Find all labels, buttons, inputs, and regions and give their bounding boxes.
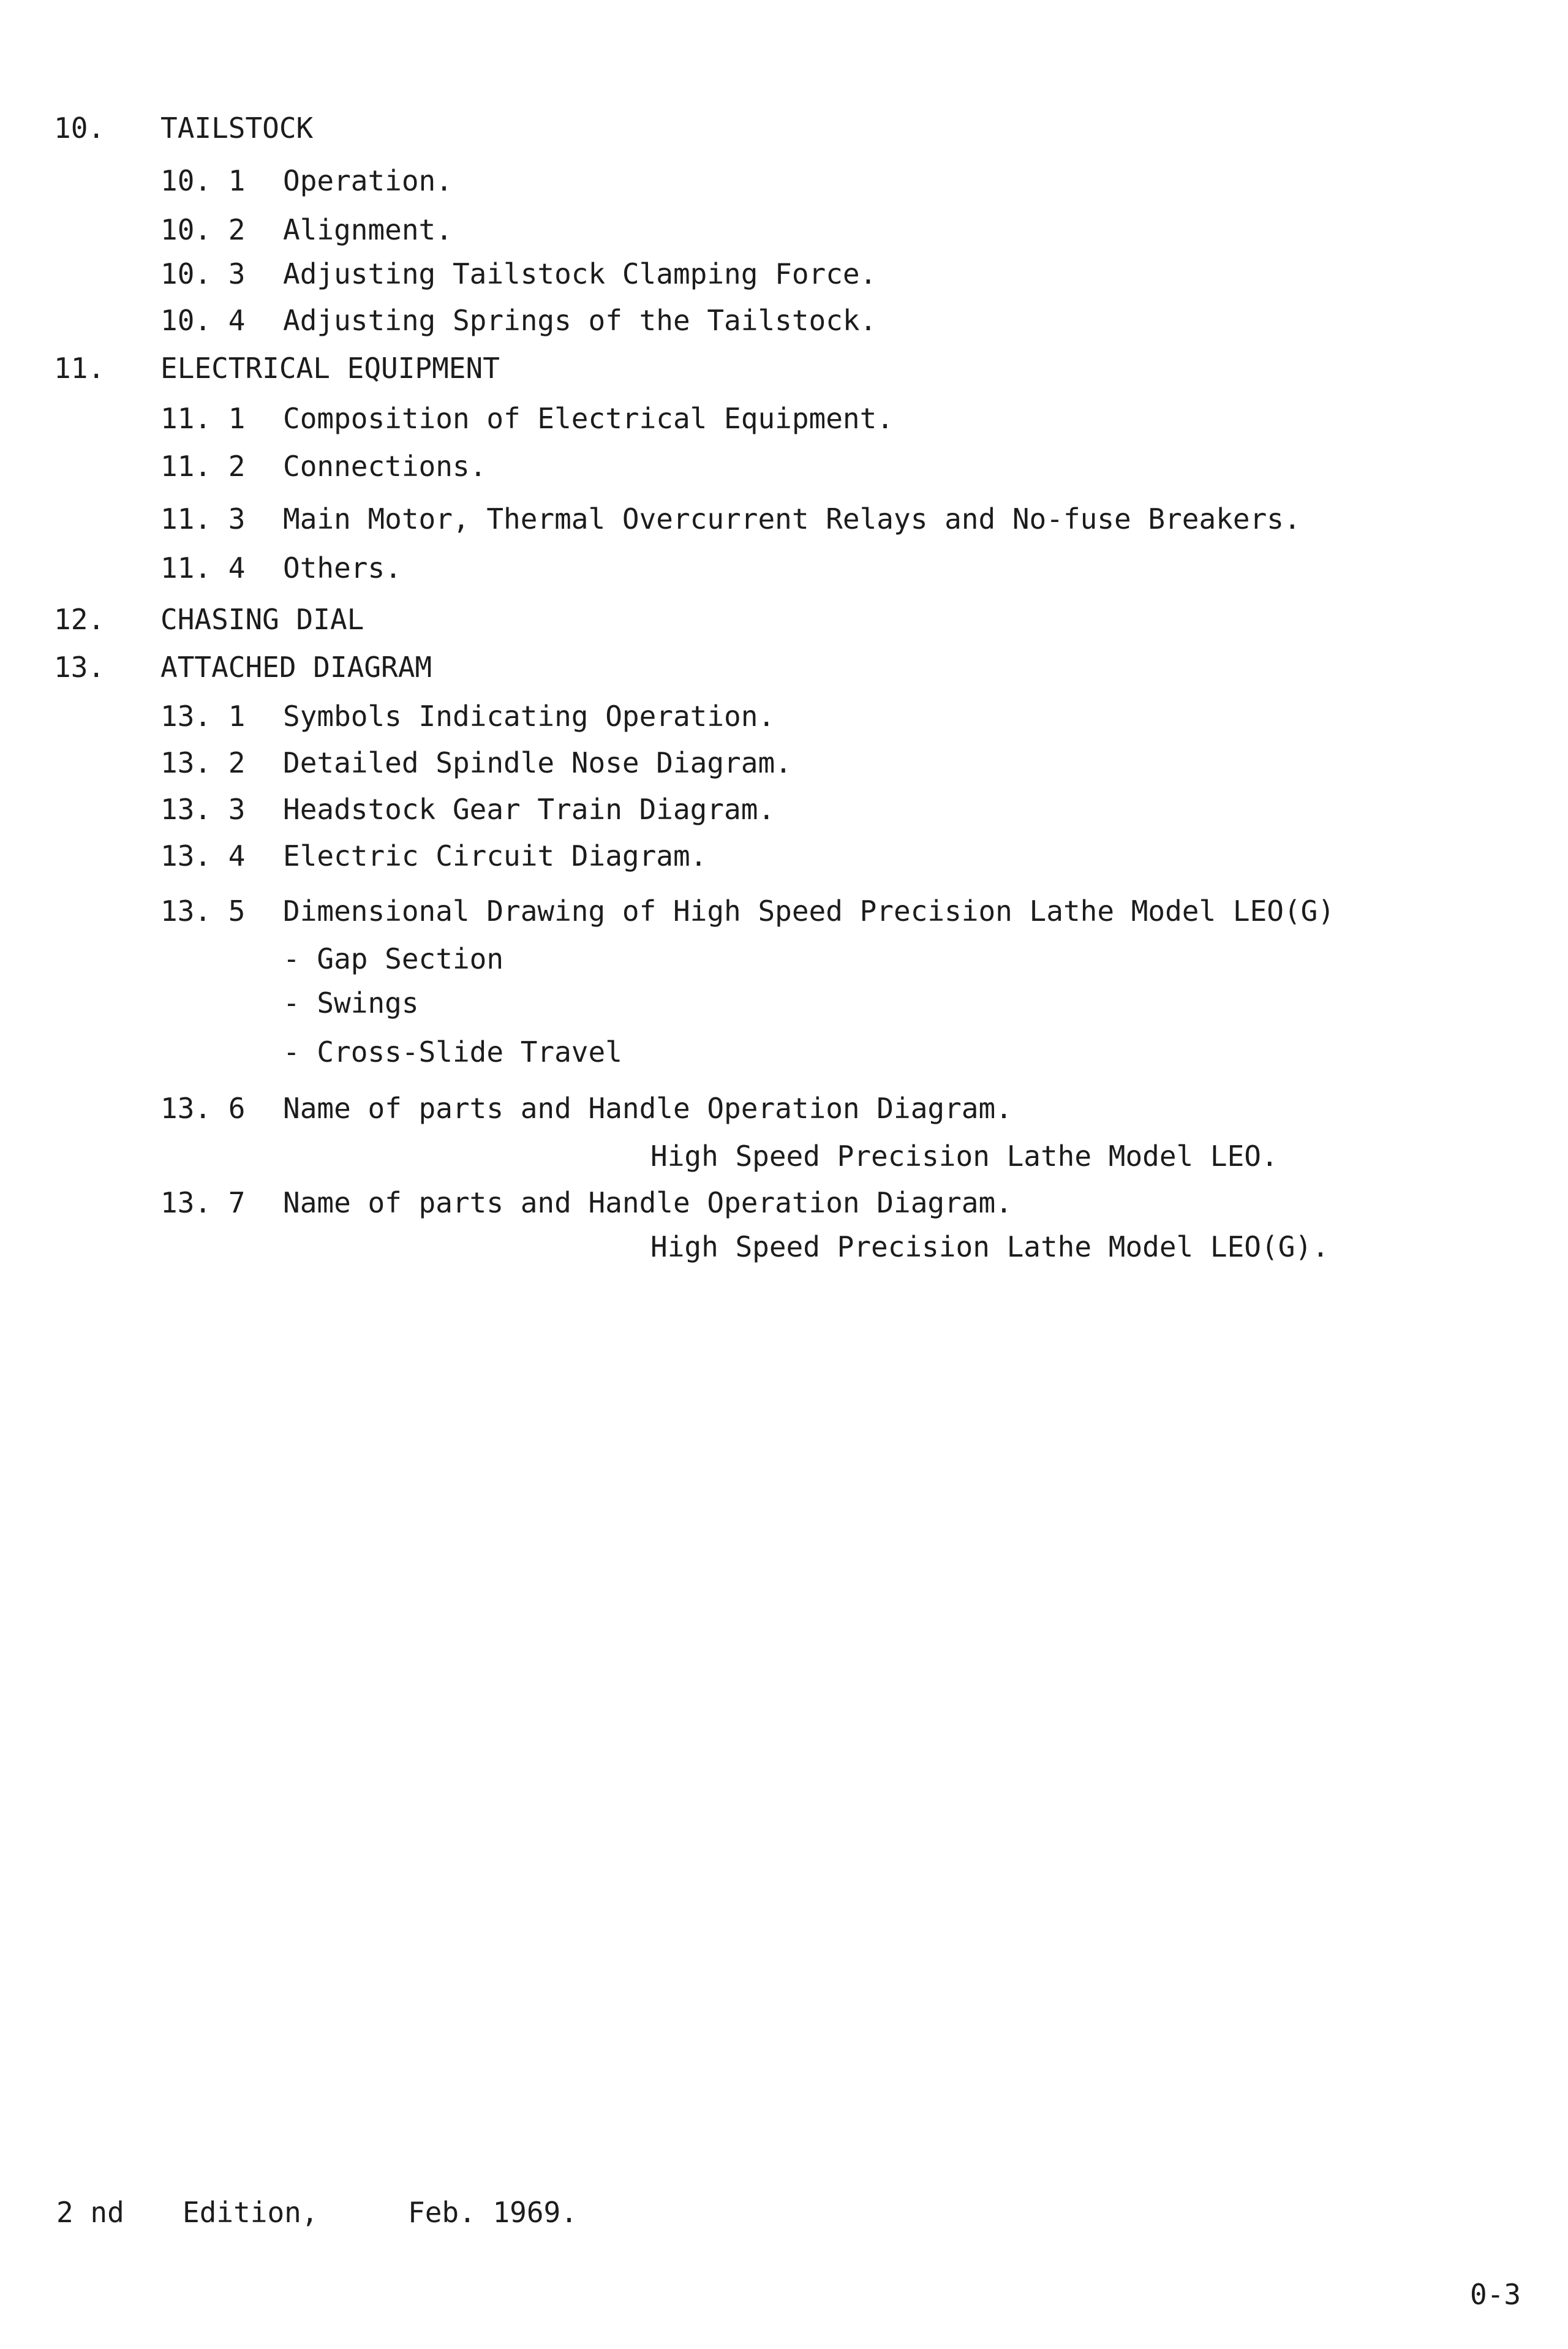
item-title: Adjusting Tailstock Clamping Force. [283,257,877,290]
item-number: 10. 3 [160,257,246,290]
item-number: 13. 2 [160,746,246,779]
section-title: TAILSTOCK [160,112,314,145]
edition-ordinal: 2 nd [56,2196,124,2229]
item-number: 13. 4 [160,839,246,872]
page-number: 0-3 [1470,2278,1521,2311]
item-number: 13. 6 [160,1092,246,1125]
item-title: Dimensional Drawing of High Speed Precision Lathe Model LEO(G) [283,895,1335,928]
item-number: 13. 1 [160,700,246,733]
item-number: 13. 5 [160,895,246,928]
item-title: Headstock Gear Train Diagram. [283,793,775,826]
item-title: Electric Circuit Diagram. [283,839,707,872]
item-number: 13. 3 [160,793,246,826]
section-number: 11. [54,352,105,385]
item-number: 11. 2 [160,450,246,483]
item-title: Composition of Electrical Equipment. [283,402,894,435]
item-title: Main Motor, Thermal Overcurrent Relays and No-fuse Breakers. [283,502,1301,535]
section-number: 12. [54,603,105,636]
item-title: Detailed Spindle Nose Diagram. [283,746,792,779]
item-title: Connections. [283,450,487,483]
section-title: ATTACHED DIAGRAM [160,651,432,684]
item-title: Operation. [283,164,453,197]
item-title: Symbols Indicating Operation. [283,700,775,733]
item-title: Name of parts and Handle Operation Diagram. [283,1092,1012,1125]
item-number: 10. 2 [160,213,246,246]
item-title: Name of parts and Handle Operation Diagram. [283,1186,1012,1219]
item-continuation: High Speed Precision Lathe Model LEO(G). [650,1230,1329,1263]
sub-item: - Gap Section [283,942,504,975]
section-title: CHASING DIAL [160,603,364,636]
edition-label: Edition, [183,2196,318,2229]
sub-item: - Swings [283,986,419,1019]
item-number: 11. 3 [160,502,246,535]
item-continuation: High Speed Precision Lathe Model LEO. [650,1140,1278,1173]
item-number: 13. 7 [160,1186,246,1219]
section-title: ELECTRICAL EQUIPMENT [160,352,500,385]
item-number: 10. 4 [160,304,246,337]
item-number: 11. 4 [160,551,246,584]
item-title: Others. [283,551,402,584]
edition-date: Feb. 1969. [408,2196,578,2229]
section-number: 13. [54,651,105,684]
item-title: Alignment. [283,213,453,246]
item-number: 10. 1 [160,164,246,197]
item-number: 11. 1 [160,402,246,435]
section-number: 10. [54,112,105,145]
item-title: Adjusting Springs of the Tailstock. [283,304,877,337]
sub-item: - Cross-Slide Travel [283,1035,622,1069]
